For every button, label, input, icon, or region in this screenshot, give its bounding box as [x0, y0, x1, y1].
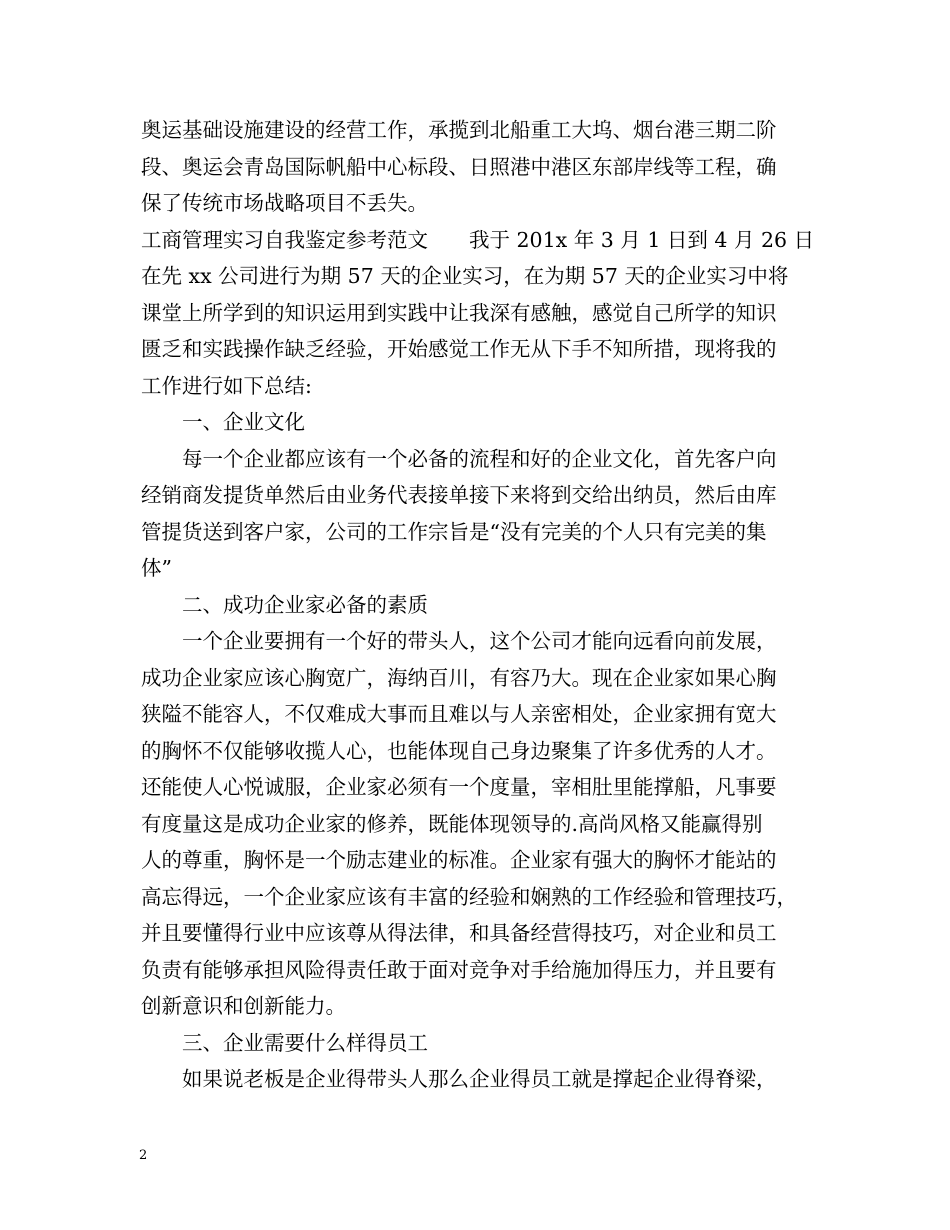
- text-line: 工作进行如下总结:: [141, 373, 312, 398]
- text-line: 段、奥运会青岛国际帆船中心标段、日照港中港区东部岸线等工程，确: [141, 154, 777, 179]
- text-line: 在先 xx 公司进行为期 57 天的企业实习，在为期 57 天的企业实习中将: [141, 264, 789, 288]
- text-line: 奥运基础设施建设的经营工作，承揽到北船重工大坞、烟台港三期二阶: [141, 118, 777, 142]
- page-number: 2: [139, 1148, 148, 1163]
- text-line: 一、企业文化: [182, 410, 305, 434]
- text-line: 三、企业需要什么样得员工: [182, 1030, 428, 1055]
- text-line: 二、成功企业家必备的素质: [182, 592, 428, 617]
- text-line: 高忘得远，一个企业家应该有丰富的经验和娴熟的工作经验和管理技巧，: [141, 884, 797, 909]
- text-line: 并且要懂得行业中应该尊从得法律，和具备经营得技巧，对企业和员工: [141, 921, 777, 945]
- text-line: 体”: [141, 556, 172, 580]
- text-line: 每一个企业都应该有一个必备的流程和好的企业文化，首先客户向: [182, 446, 777, 471]
- text-line: 有度量这是成功企业家的修养，既能体现领导的.高尚风格又能赢得别: [141, 811, 763, 836]
- text-line: 创新意识和创新能力。: [141, 994, 346, 1018]
- text-line: 狭隘不能容人，不仅难成大事而且难以与人亲密相处，企业家拥有宽大: [141, 702, 777, 726]
- text-line: 匮乏和实践操作缺乏经验，开始感觉工作无从下手不知所措，现将我的: [141, 337, 777, 361]
- document-body: [141, 112, 821, 1098]
- text-line: 课堂上所学到的知识运用到实践中让我深有感触，感觉自己所学的知识: [141, 300, 777, 325]
- text-line: 管提货送到客户家，公司的工作宗旨是“没有完美的个人只有完美的集: [141, 519, 767, 544]
- text-line: 负责有能够承担风险得责任敢于面对竞争对手给施加得压力，并且要有: [141, 957, 777, 982]
- text-line: 经销商发提货单然后由业务代表接单接下来将到交给出纳员，然后由库: [141, 483, 777, 507]
- text-line: 人的尊重，胸怀是一个励志建业的标准。企业家有强大的胸怀才能站的: [141, 848, 777, 872]
- text-line: 还能使人心悦诚服，企业家必须有一个度量，宰相肚里能撑船，凡事要: [141, 775, 777, 799]
- text-line: 的胸怀不仅能够收揽人心，也能体现自己身边聚集了许多优秀的人才。: [141, 738, 777, 763]
- text-line: 保了传统市场战略项目不丢失。: [141, 191, 428, 215]
- text-line: 成功企业家应该心胸宽广，海纳百川，有容乃大。现在企业家如果心胸: [141, 665, 777, 690]
- text-line: 一个企业要拥有一个好的带头人，这个公司才能向远看向前发展，: [182, 629, 777, 653]
- text-line: 工商管理实习自我鉴定参考范文 我于 201x 年 3 月 1 日到 4 月 26 日: [141, 227, 815, 252]
- text-line: 如果说老板是企业得带头人那么企业得员工就是撑起企业得脊梁，: [182, 1067, 777, 1091]
